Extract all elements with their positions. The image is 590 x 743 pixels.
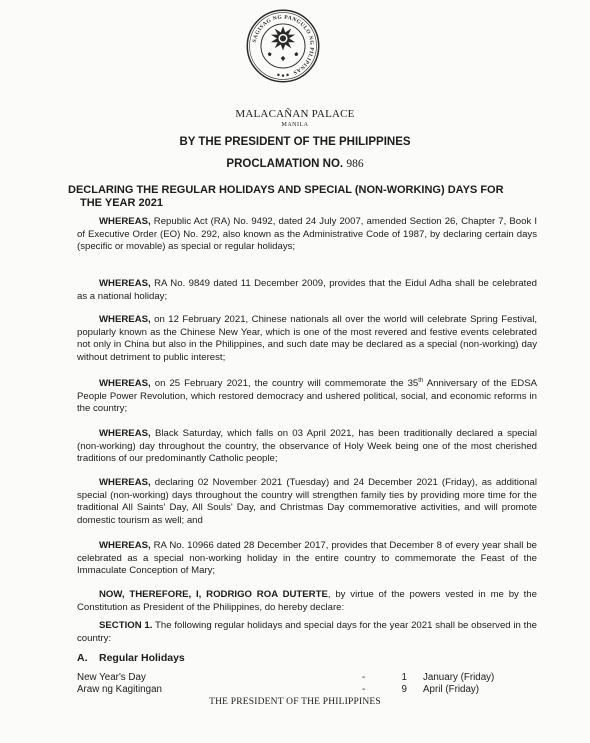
holiday-day: 9 [401,684,407,695]
holiday-row [77,684,547,697]
section-1-lead: SECTION 1. [99,620,153,631]
ordinal-suffix: th [418,377,424,384]
holiday-dash: - [362,672,366,683]
holiday-name: Araw ng Kagitingan [77,684,162,695]
whereas-paragraph [77,216,537,254]
palace-name: MALACAÑAN PALACE [235,108,355,120]
whereas-paragraph [77,428,537,466]
presidential-seal-icon [245,8,321,84]
issuer-heading: BY THE PRESIDENT OF THE PHILIPPINES [179,136,411,148]
holiday-name: New Year's Day [77,672,146,683]
proclamation-label: PROCLAMATION NO. [226,158,344,170]
whereas-text: on 25 February 2021, the country will commemorate the 35 [150,378,419,389]
holiday-date: January (Friday) [423,672,495,683]
proclamation-heading [0,158,590,170]
now-therefore-lead: NOW, THEREFORE, I, RODRIGO ROA DUTERTE [99,589,328,600]
now-therefore-paragraph [77,589,537,614]
whereas-text: RA No. 9849 dated 11 December 2009, provides that the Eidul Adha shall be celebrated as a national holiday; [77,278,537,302]
whereas-lead: WHEREAS, [99,477,151,488]
holiday-dash: - [362,684,366,695]
whereas-lead: WHEREAS, [99,378,151,389]
whereas-paragraph [77,477,537,527]
whereas-lead: WHEREAS, [99,314,151,325]
whereas-text: Black Saturday, which falls on 03 April 2021, has been traditionally declared a special (non-working) day throughout the country, the observance of Holy Week being one of the most cherished traditions of our predominantly Catholic people; [77,428,537,465]
whereas-text: declaring 02 November 2021 (Tuesday) and 24 December 2021 (Friday), as additional special (non-working) days throughout the country will strengthen family ties by providing more time for the traditional All Saints' Day, All Souls' Day, and Christmas Day commemorative activities, and will promote domestic tourism as well; and [77,477,537,526]
holiday-date: April (Friday) [423,684,480,695]
proclamation-title [68,184,538,210]
whereas-lead: WHEREAS, [99,540,151,551]
city-name: MANILA [281,122,309,128]
whereas-text: Anniversary of the EDSA People Power Revolution, which restored democracy and ushered political, social, and economic reforms in the country; [77,378,537,415]
whereas-lead: WHEREAS, [99,216,151,227]
regular-holidays-heading [77,652,185,664]
proclamation-number: 986 [346,158,364,170]
whereas-paragraph [77,314,537,364]
section-heading-text: Regular Holidays [99,652,185,664]
section-1-text: The following regular holidays and special days for the year 2021 shall be observed in the country: [77,620,538,644]
whereas-text: on 12 February 2021, Chinese nationals all over the world will celebrate Spring Festival, popularly known as the Chinese New Year, which is one of the most revered and festive events celebrated not only in China but also in the Philippines, and such date may be declared as a special (non-working) day without detriment to public interest; [77,314,537,363]
now-therefore-text: , by virtue of the powers vested in me by the Constitution as President of the Philippines, do hereby declare: [77,589,537,613]
whereas-lead: WHEREAS, [99,278,151,289]
section-letter: A. [77,652,88,664]
title-line-1: DECLARING THE REGULAR HOLIDAYS AND SPECIAL (NON-WORKING) DAYS FOR [68,184,504,196]
whereas-paragraph [77,378,537,416]
whereas-text: RA No. 10966 dated 28 December 2017, provides that December 8 of every year shall be celebrated as a special non-working holiday in the entire country to commemorate the Feast of the Immaculate Conception of Mary; [77,540,537,577]
whereas-paragraph [77,278,537,303]
seal-ring-text: SAGISAG NG PANGULO NG PILIPINAS [251,14,315,76]
whereas-lead: WHEREAS, [99,428,151,439]
whereas-paragraph [77,540,537,578]
holiday-day: 1 [401,672,407,683]
section-1-paragraph [77,620,537,645]
whereas-text: Republic Act (RA) No. 9492, dated 24 July 2007, amended Section 26, Chapter 7, Book I of Executive Order (EO) No. 292, also known as the Administrative Code of 1987, by declaring certain days (specific or movable) as special or regular holidays; [77,216,537,253]
title-line-2: THE YEAR 2021 [80,197,163,209]
page-footer: THE PRESIDENT OF THE PHILIPPINES [209,697,381,707]
